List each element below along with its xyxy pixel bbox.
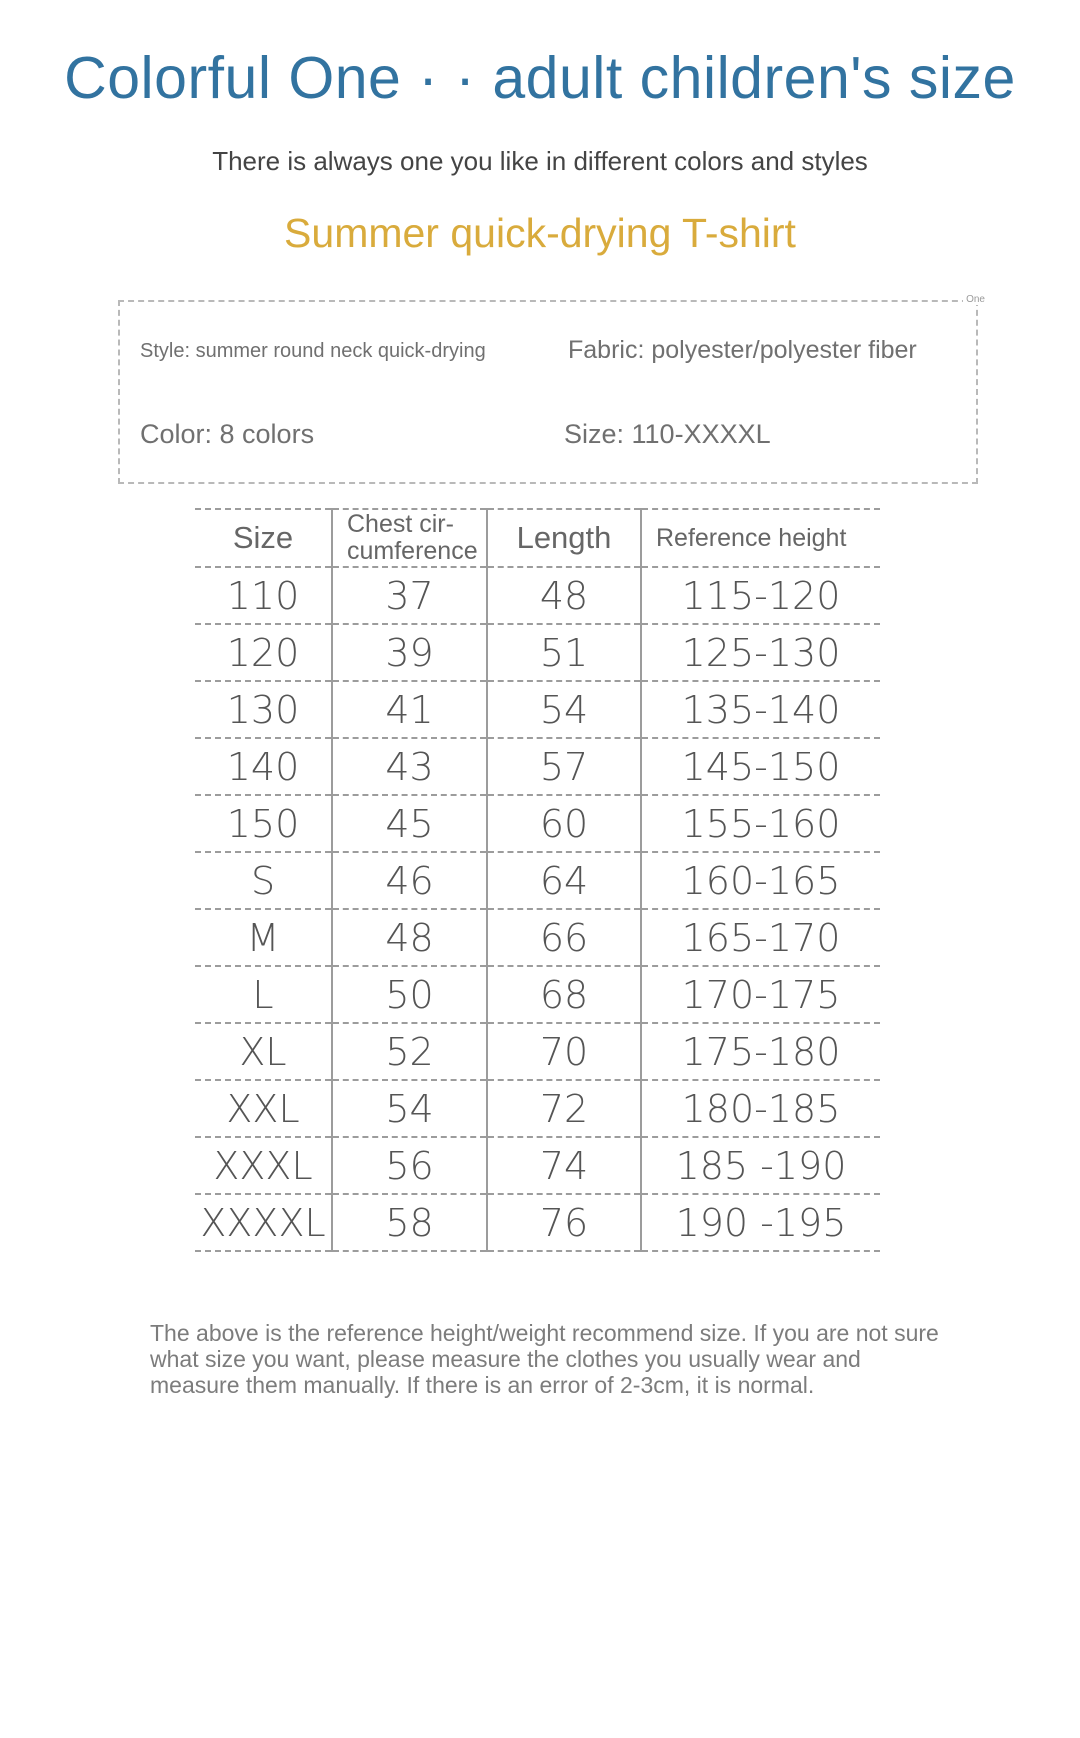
table-row bbox=[195, 909, 880, 966]
cell-chest: 48 bbox=[332, 909, 487, 966]
cell-chest: 39 bbox=[332, 624, 487, 681]
cell-size: XXXL bbox=[195, 1137, 332, 1194]
cell-size: 120 bbox=[195, 624, 332, 681]
cell-chest: 45 bbox=[332, 795, 487, 852]
cell-height: 170-175 bbox=[641, 966, 880, 1023]
box-tag: One bbox=[963, 294, 988, 305]
cell-length: 66 bbox=[487, 909, 641, 966]
cell-length: 60 bbox=[487, 795, 641, 852]
table-row bbox=[195, 795, 880, 852]
cell-height: 145-150 bbox=[641, 738, 880, 795]
cell-chest: 56 bbox=[332, 1137, 487, 1194]
cell-length: 72 bbox=[487, 1080, 641, 1137]
size-note: The above is the reference height/weight recommend size. If you are not sure what size you want, please measure the clothes you usually wear and measure them manually. If there is an error of 2-3cm, it is normal. bbox=[150, 1320, 939, 1398]
cell-chest: 58 bbox=[332, 1194, 487, 1251]
table-row bbox=[195, 1194, 880, 1251]
cell-size: M bbox=[195, 909, 332, 966]
product-name: Summer quick-drying T-shirt bbox=[284, 210, 796, 256]
cell-length: 74 bbox=[487, 1137, 641, 1194]
table-header-row bbox=[195, 509, 880, 567]
table-row bbox=[195, 738, 880, 795]
size-chart-table bbox=[195, 508, 880, 1252]
table-row bbox=[195, 1137, 880, 1194]
table-row bbox=[195, 681, 880, 738]
size-range-info: Size: 110-XXXXL bbox=[564, 419, 771, 449]
cell-height: 125-130 bbox=[641, 624, 880, 681]
style-info: Style: summer round neck quick-drying bbox=[140, 340, 486, 362]
cell-size: S bbox=[195, 852, 332, 909]
cell-length: 76 bbox=[487, 1194, 641, 1251]
cell-length: 54 bbox=[487, 681, 641, 738]
page-title: Colorful One · · adult children's size bbox=[64, 45, 1016, 111]
table-row bbox=[195, 624, 880, 681]
cell-height: 190 -195 bbox=[641, 1194, 880, 1251]
header-size: Size bbox=[195, 509, 332, 567]
table-row bbox=[195, 852, 880, 909]
cell-height: 135-140 bbox=[641, 681, 880, 738]
cell-height: 185 -190 bbox=[641, 1137, 880, 1194]
page-subtitle: There is always one you like in different colors and styles bbox=[212, 146, 868, 176]
table-row bbox=[195, 1080, 880, 1137]
header-length: Length bbox=[487, 509, 641, 567]
cell-chest: 50 bbox=[332, 966, 487, 1023]
cell-height: 115-120 bbox=[641, 567, 880, 624]
cell-length: 48 bbox=[487, 567, 641, 624]
color-info: Color: 8 colors bbox=[140, 419, 315, 449]
table-body bbox=[195, 567, 880, 1251]
cell-height: 165-170 bbox=[641, 909, 880, 966]
cell-length: 51 bbox=[487, 624, 641, 681]
product-info-box bbox=[118, 294, 985, 484]
cell-height: 180-185 bbox=[641, 1080, 880, 1137]
cell-chest: 52 bbox=[332, 1023, 487, 1080]
cell-length: 57 bbox=[487, 738, 641, 795]
cell-size: XL bbox=[195, 1023, 332, 1080]
cell-size: L bbox=[195, 966, 332, 1023]
cell-height: 155-160 bbox=[641, 795, 880, 852]
cell-length: 64 bbox=[487, 852, 641, 909]
cell-height: 175-180 bbox=[641, 1023, 880, 1080]
cell-length: 68 bbox=[487, 966, 641, 1023]
cell-size: XXL bbox=[195, 1080, 332, 1137]
fabric-info: Fabric: polyester/polyester fiber bbox=[568, 336, 917, 364]
cell-height: 160-165 bbox=[641, 852, 880, 909]
cell-chest: 46 bbox=[332, 852, 487, 909]
cell-chest: 43 bbox=[332, 738, 487, 795]
cell-size: 150 bbox=[195, 795, 332, 852]
header-chest: Chest cir-cumference bbox=[332, 509, 487, 567]
cell-chest: 37 bbox=[332, 567, 487, 624]
cell-size: XXXXL bbox=[195, 1194, 332, 1251]
cell-chest: 54 bbox=[332, 1080, 487, 1137]
table-row bbox=[195, 567, 880, 624]
cell-length: 70 bbox=[487, 1023, 641, 1080]
table-row bbox=[195, 1023, 880, 1080]
cell-size: 130 bbox=[195, 681, 332, 738]
table-row bbox=[195, 966, 880, 1023]
cell-size: 140 bbox=[195, 738, 332, 795]
header-height: Reference height bbox=[641, 509, 880, 567]
cell-size: 110 bbox=[195, 567, 332, 624]
cell-chest: 41 bbox=[332, 681, 487, 738]
